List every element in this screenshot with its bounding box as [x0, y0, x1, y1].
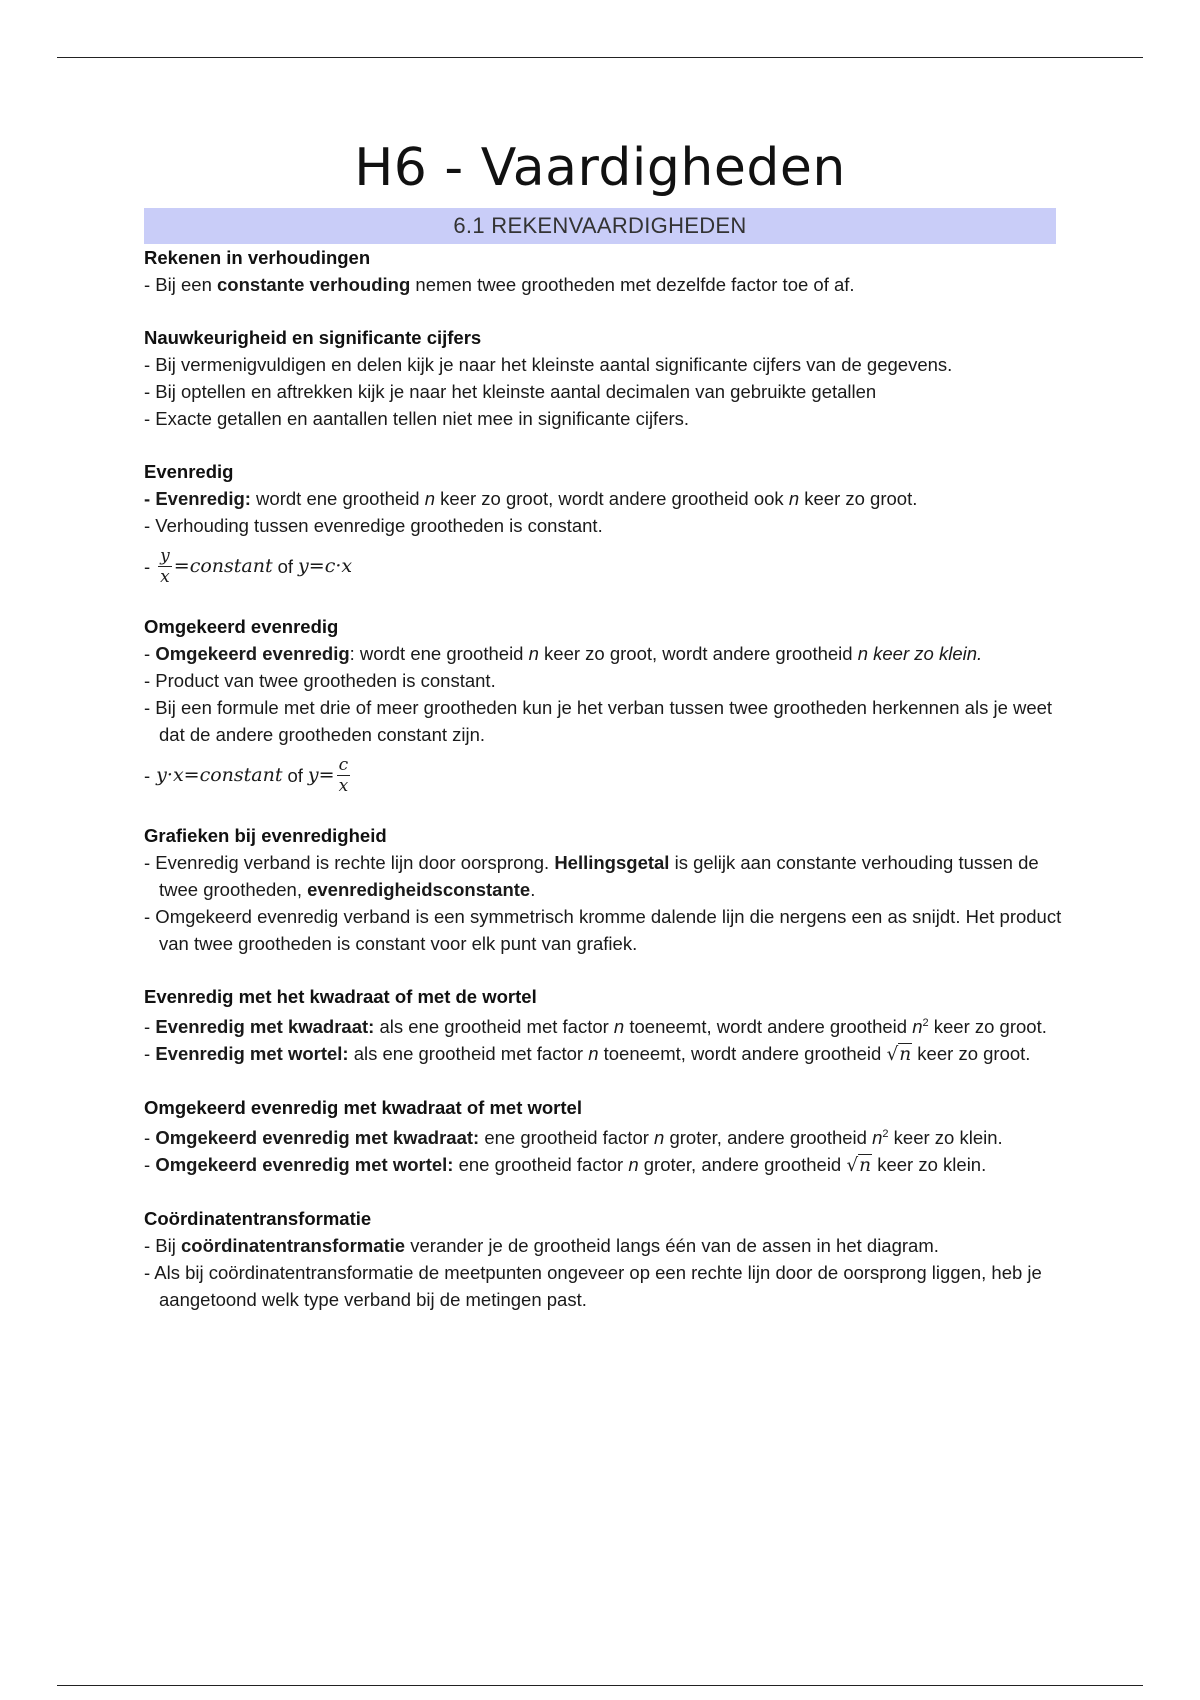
section-evenredig — [144, 458, 1074, 593]
bullet: - Exacte getallen en aantallen tellen niet mee in significante cijfers. — [144, 408, 690, 429]
formula-evenredig: - $\frac{y}{x}$ =constant of y=c·x — [144, 545, 353, 587]
bullet: - Bij coördinatentransformatie verander je de grootheid langs één van de assen in het diagram. — [144, 1235, 939, 1257]
bullet: - Omgekeerd evenredig: wordt ene grootheid n keer zo groot, wordt andere grootheid n keer zo klein. — [144, 643, 983, 664]
bullet: - Omgekeerd evenredig met wortel: ene grootheid factor n groter, andere grootheid √n keer zo klein. — [144, 1154, 987, 1177]
bullet: - Als bij coördinatentransformatie de meetpunten ongeveer op een rechte lijn door de oorsprong liggen, heb je aangetoond welk type verband bij de metingen past. — [144, 1262, 1042, 1311]
page-title: H6 - Vaardigheden — [354, 138, 846, 198]
formula-omgekeerd: - y·x=constant of y= $\frac{c}{x}$ — [144, 754, 349, 796]
heading-coordinaat: Coördinatentransformatie — [144, 1208, 372, 1230]
bullet: - Verhouding tussen evenredige grootheden is constant. — [144, 515, 603, 536]
bullet: - Evenredig verband is rechte lijn door oorsprong. Hellingsgetal is gelijk aan constante verhouding tussen de twee grootheden, evenredigheidsconstante. — [144, 852, 1039, 900]
bullet: - Bij een formule met drie of meer grootheden kun je het verban tussen twee grootheden herkennen als je weet dat de andere grootheden constant zijn. — [144, 697, 1053, 745]
heading-grafieken: Grafieken bij evenredigheid — [144, 825, 387, 846]
section-omgekeerd — [144, 613, 1074, 802]
bullet: - Evenredig: wordt ene grootheid n keer zo groot, wordt andere grootheid ook n keer zo groot. — [144, 488, 918, 509]
bottom-rule — [57, 1685, 1143, 1686]
section-heading-bar: 6.1 REKENVAARDIGHEDEN — [144, 208, 1056, 244]
section-verhoudingen — [144, 244, 1074, 298]
bullet: - Bij vermenigvuldigen en delen kijk je naar het kleinste aantal significante cijfers van de gegevens. — [144, 354, 953, 375]
heading-omgekeerd-kwadraat: Omgekeerd evenredig met kwadraat of met wortel — [144, 1097, 582, 1119]
bullet: - Bij optellen en aftrekken kijk je naar het kleinste aantal decimalen van gebruikte getallen — [144, 381, 877, 402]
heading-verhoudingen: Rekenen in verhoudingen — [144, 247, 371, 268]
bullet: - Omgekeerd evenredig verband is een symmetrisch kromme dalende lijn die nergens een as snijdt. Het product van twee grootheden is constant voor elk punt van grafiek. — [144, 906, 1062, 954]
bullet: - Bij een constante verhouding nemen twee grootheden met dezelfde factor toe of af. — [144, 274, 855, 295]
section-coordinaat — [144, 1205, 1074, 1313]
sqrt-symbol: √n — [886, 1044, 912, 1066]
heading-omgekeerd: Omgekeerd evenredig — [144, 616, 339, 637]
section-significant — [144, 324, 1074, 432]
bullet: - Omgekeerd evenredig met kwadraat: ene grootheid factor n groter, andere grootheid $n^2$ keer zo klein. — [144, 1127, 1003, 1149]
heading-significant: Nauwkeurigheid en significante cijfers — [144, 327, 482, 348]
section-grafieken — [144, 822, 1074, 957]
fraction: $\frac{c}{x}$ — [338, 754, 349, 796]
heading-evenredig: Evenredig — [144, 461, 234, 482]
bullet: - Product van twee grootheden is constant. — [144, 670, 496, 691]
heading-kwadraat: Evenredig met het kwadraat of met de wortel — [144, 986, 537, 1007]
sqrt-symbol: √n — [846, 1155, 872, 1177]
section-omgekeerd-kwadraat — [144, 1094, 1074, 1179]
section-kwadraat — [144, 983, 1074, 1068]
fraction: $\frac{y}{x}$ — [160, 545, 170, 587]
bullet: - Evenredig met wortel: als ene grootheid met factor n toeneemt, wordt andere grootheid √n keer zo groot. — [144, 1043, 1031, 1066]
document-body — [144, 244, 1074, 1339]
top-rule — [57, 57, 1143, 58]
bullet: - Evenredig met kwadraat: als ene grootheid met factor n toeneemt, wordt andere grootheid $n^2$ keer zo groot. — [144, 1016, 1047, 1038]
